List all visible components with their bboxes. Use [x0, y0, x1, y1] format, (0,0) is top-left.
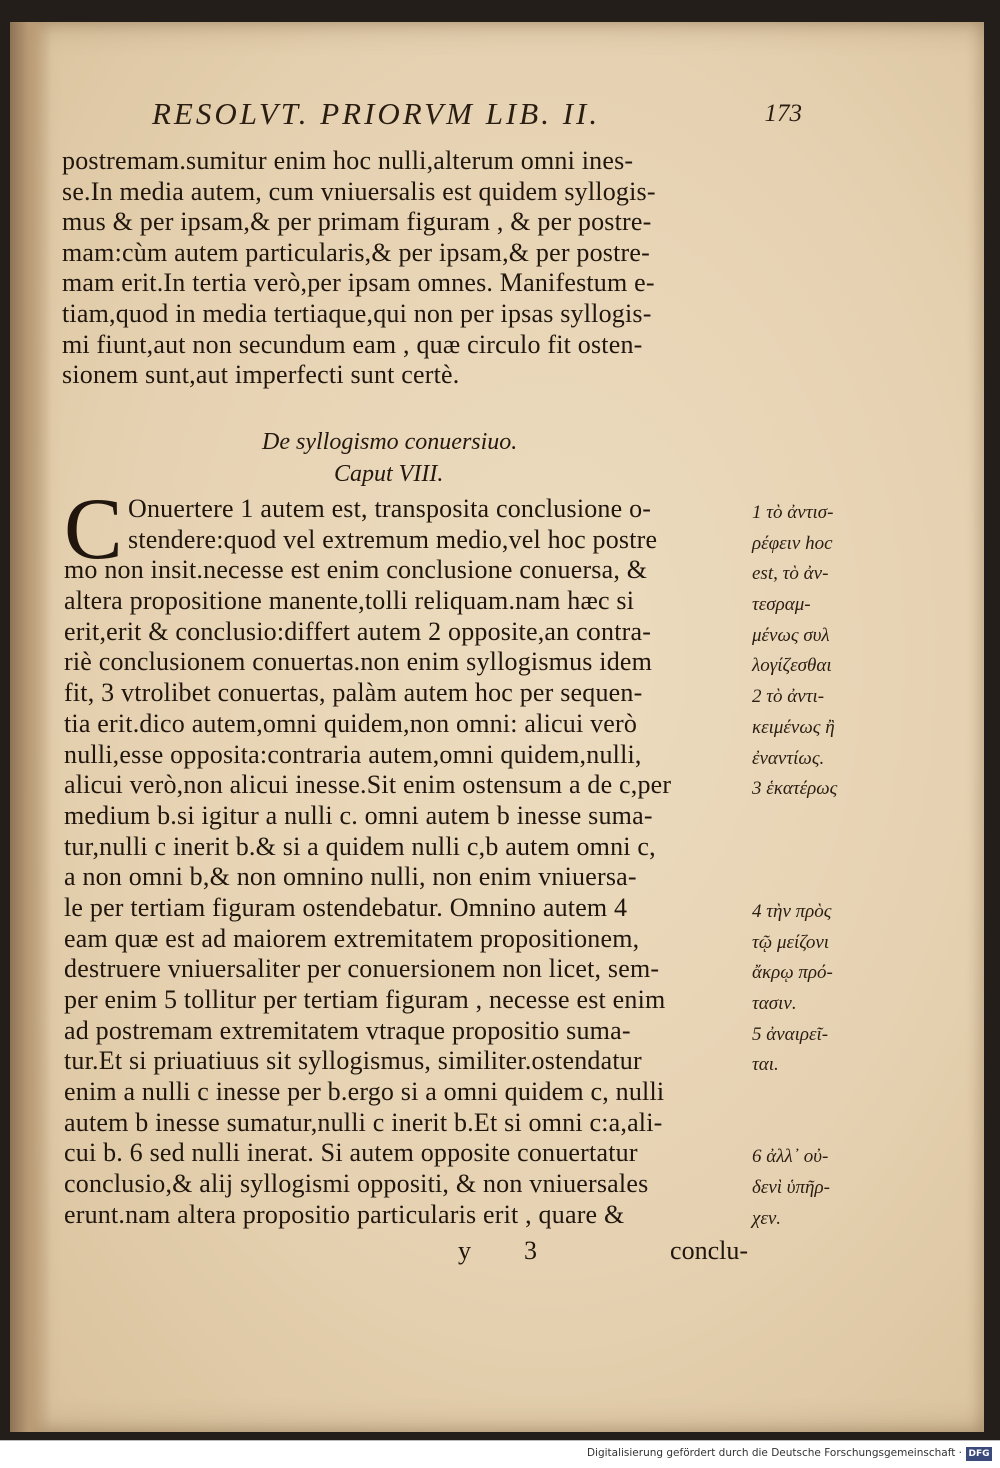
marginal-note-line: λογίζεσθαι [752, 655, 832, 677]
drop-cap-initial: C [64, 481, 123, 578]
running-head [152, 92, 802, 136]
text-line: conclusio,& alij syllogismi oppositi, & non vniuersales [64, 1169, 649, 1199]
marginal-note-line: 1 τὸ ἀντισ- [752, 502, 834, 523]
page-number: 173 [764, 100, 802, 127]
text-line: nulli,esse opposita:contraria autem,omni quidem,nulli, [64, 739, 642, 769]
marginal-note-line: 2 τὸ ἀντι- [752, 686, 825, 708]
marginal-note-line: ἐναντίως. [752, 747, 825, 769]
text-line: fit, 3 vtrolibet conuertas, palàm autem hoc per sequen- [64, 678, 643, 708]
marginal-note-line: μένως συλ [752, 624, 830, 646]
chapter-title: Caput VIII. [334, 461, 444, 487]
marginal-note-line: 5 ἀναιρεῖ- [752, 1023, 829, 1045]
text-line: alicui verò,non alicui inesse.Sit enim ostensum a de c,per [64, 770, 672, 800]
text-line: medium b.si igitur a nulli c. omni autem b inesse suma- [64, 800, 653, 830]
text-line: autem b inesse sumatur,nulli c inerit b.Et si omni c:a,ali- [64, 1107, 663, 1137]
text-line: postremam.sumitur enim hoc nulli,alterum omni ines- [62, 146, 634, 175]
marginal-note-line [752, 1081, 882, 1112]
catchword: conclu- [670, 1236, 748, 1265]
main-text-block [62, 146, 762, 391]
marginal-note-line: κειμένως ἢ [752, 716, 835, 738]
text-line: mam erit.In tertia verò,per ipsam omnes. Manifestum e- [62, 268, 655, 298]
marginal-note-line [752, 866, 882, 897]
page-gutter-shadow [10, 22, 52, 1432]
dfg-logo-icon: DFG [966, 1447, 992, 1461]
marginal-note-line [752, 836, 882, 867]
footer-bar [0, 1440, 1000, 1468]
section-title: De syllogismo conuersiuo. [262, 429, 518, 455]
text-line: tia erit.dico autem,omni quidem,non omni: alicui verò [64, 708, 638, 738]
text-line: sionem sunt,aut imperfecti sunt certè. [62, 360, 460, 390]
marginal-note-line [752, 1112, 882, 1143]
marginal-note-line: ἄκρῳ πρό- [752, 962, 833, 984]
greek-marginalia [752, 498, 882, 1235]
running-title: RESOLVT. PRIORVM LIB. II. [152, 96, 601, 131]
marginal-note-line: τῷ μείζονι [752, 931, 830, 953]
signature-line [458, 1236, 748, 1272]
text-line: erunt.nam altera propositio particularis erit , quare & [64, 1199, 625, 1229]
text-line: eam quæ est ad maiorem extremitatem propositionem, [64, 923, 640, 953]
text-line: tur.Et si priuatiuus sit syllogismus, similiter.ostendatur [64, 1046, 642, 1076]
funding-credit: Digitalisierung gefördert durch die Deutsche Forschungsgemeinschaft · [586, 1447, 962, 1459]
signature-number: 3 [524, 1236, 537, 1265]
text-line: cui b. 6 sed nulli inerat. Si autem opposite conuertatur [64, 1138, 638, 1168]
marginal-note-line: 6 ἀλλ᾽ οὐ- [752, 1146, 829, 1168]
marginal-note-line: τασιν. [752, 993, 797, 1014]
section-heading [262, 426, 592, 490]
text-line: ad postremam extremitatem vtraque propositio suma- [64, 1015, 631, 1045]
text-line: mi fiunt,aut non secundum eam , quæ circulo fit osten- [62, 329, 643, 359]
marginal-note-line: 4 τὴν πρὸς [752, 900, 832, 922]
text-line: destruere vniuersaliter per conuersionem non licet, sem- [64, 954, 660, 984]
text-line: se.In media autem, cum vniuersalis est quidem syllogis- [62, 176, 656, 206]
text-line: mus & per ipsam,& per primam figuram , & per postre- [62, 207, 652, 237]
marginal-note-line: χεν. [752, 1207, 782, 1229]
text-line: erit,erit & conclusio:differt autem 2 opposite,an contra- [64, 616, 652, 646]
marginal-note-line: 3 ἑκατέρως [752, 778, 838, 800]
marginal-note-line: ρέφειν hoc [752, 532, 833, 554]
text-line: enim a nulli c inesse per b.ergo si a omni quidem c, nulli [64, 1077, 665, 1107]
marginal-note-line: est, τὸ ἀν- [752, 563, 829, 585]
text-line: stendere:quod vel extremum medio,vel hoc postre [128, 524, 658, 554]
text-line: le per tertiam figuram ostendebatur. Omnino autem 4 [64, 892, 628, 922]
text-line: a non omni b,& non omnino nulli, non enim vniuersa- [64, 862, 637, 892]
marginal-note-line: δενὶ ὑπῆρ- [752, 1177, 830, 1199]
text-line: per enim 5 tollitur per tertiam figuram , necesse est enim [64, 985, 666, 1014]
text-line: altera propositione manente,tolli reliquam.nam hæc si [64, 586, 635, 616]
text-line: mo non insit.necesse est enim conclusione conuersa, & [64, 555, 648, 585]
text-line: Onuertere 1 autem est, transposita conclusione o- [128, 494, 652, 523]
chapter-text-block [64, 494, 764, 1231]
signature-mark: y [458, 1236, 471, 1265]
text-line: tur,nulli c inerit b.& si a quidem nulli c,b autem omni c, [64, 831, 656, 861]
text-line: mam:cùm autem particularis,& per ipsam,& per postre- [62, 237, 650, 267]
marginal-note-line: τεσραμ- [752, 594, 811, 616]
text-line: tiam,quod in media tertiaque,qui non per ipsas syllogis- [62, 298, 652, 328]
marginal-note-line [752, 805, 882, 836]
marginal-note-line: ται. [752, 1054, 779, 1076]
text-line: riè conclusionem conuertas.non enim syllogismus idem [64, 647, 653, 677]
